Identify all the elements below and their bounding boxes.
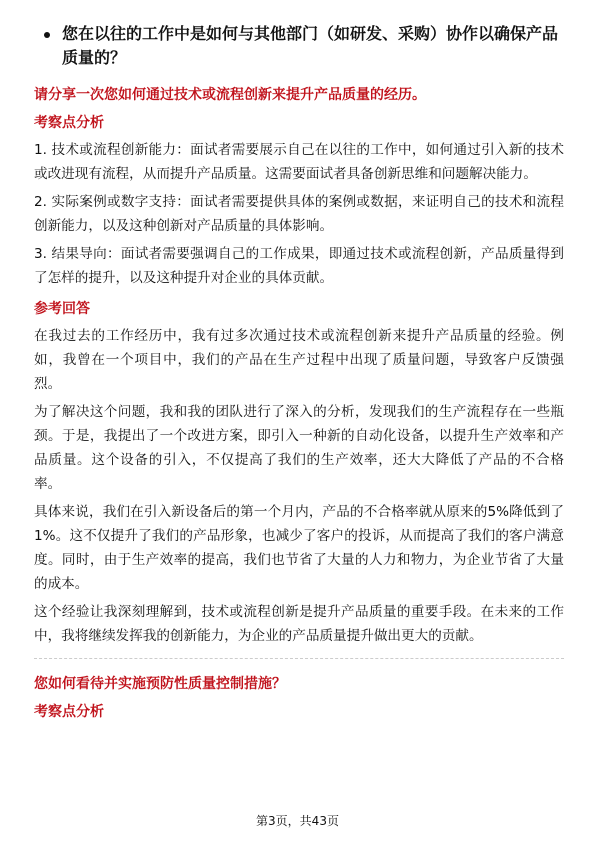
bullet-question-text: 您在以往的工作中是如何与其他部门（如研发、采购）协作以确保产品质量的？ xyxy=(62,24,559,67)
analysis-title-1: 考察点分析 xyxy=(34,115,104,131)
bullet-dot-icon xyxy=(44,32,50,38)
analysis-point-1: 1. 技术或流程创新能力：面试者需要展示自己在以往的工作中，如何通过引入新的技术或改进现有流程，从而提升产品质量。这需要面试者具备创新思维和问题解决能力。 xyxy=(34,142,564,182)
page-content xyxy=(34,22,564,727)
answer-paragraph-1: 在我过去的工作经历中，我有过多次通过技术或流程创新来提升产品质量的经验。例如，我曾在一个项目中，我们的产品在生产过程中出现了质量问题，导致客户反馈强烈。 xyxy=(34,328,564,392)
analysis-title-2: 考察点分析 xyxy=(34,704,104,720)
page-footer: 第3页，共43页 xyxy=(256,814,339,828)
analysis-point-2: 2. 实际案例或数字支持：面试者需要提供具体的案例或数据，来证明自己的技术和流程创新能力，以及这种创新对产品质量的具体影响。 xyxy=(34,194,564,234)
analysis-point-3: 3. 结果导向：面试者需要强调自己的工作成果，即通过技术或流程创新，产品质量得到了怎样的提升，以及这种提升对企业的具体贡献。 xyxy=(34,246,564,286)
question-1: 请分享一次您如何通过技术或流程创新来提升产品质量的经历。 xyxy=(34,87,426,103)
answer-paragraph-4: 这个经验让我深刻理解到，技术或流程创新是提升产品质量的重要手段。在未来的工作中，我将继续发挥我的创新能力，为企业的产品质量提升做出更大的贡献。 xyxy=(34,604,564,644)
answer-paragraph-2: 为了解决这个问题，我和我的团队进行了深入的分析，发现我们的生产流程存在一些瓶颈。于是，我提出了一个改进方案，即引入一种新的自动化设备，以提升生产效率和产品质量。这个设备的引入，不仅提高了我们的生产效率，还大大降低了产品的不合格率。 xyxy=(34,404,564,492)
answer-paragraph-3: 具体来说，我们在引入新设备后的第一个月内，产品的不合格率就从原来的5%降低到了1%。这不仅提升了我们的产品形象，也减少了客户的投诉，从而提高了我们的客户满意度。同时，由于生产效率的提高，我们也节省了大量的人力和物力，为企业节省了大量的成本。 xyxy=(34,504,564,592)
section-divider xyxy=(34,658,564,659)
bullet-question xyxy=(34,22,564,70)
answer-title-1: 参考回答 xyxy=(34,301,90,317)
question-2: 您如何看待并实施预防性质量控制措施？ xyxy=(34,676,286,692)
